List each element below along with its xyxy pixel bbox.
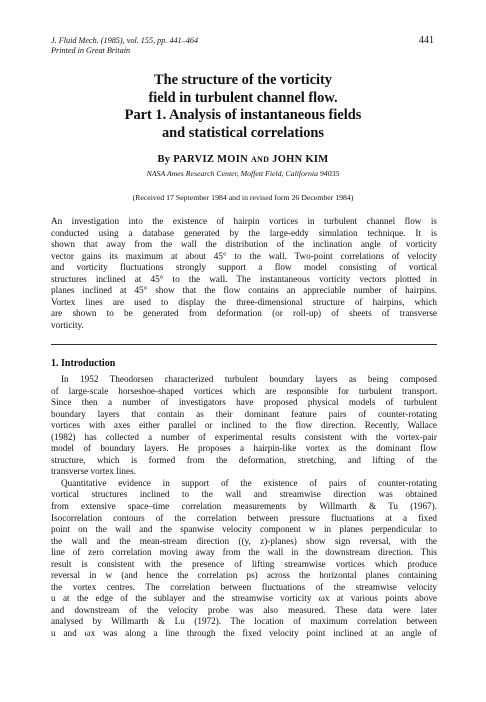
body-line: analysed by Willmarth & Lu (1972). The location of maximum correlation between (51, 616, 437, 627)
body-line: point on the wall and the spanwise velocity component w in planes perpendicular to (51, 524, 437, 535)
abstract-line: and vorticity fluctuations strongly support a flow model consisting of vortical (51, 262, 437, 272)
body-line: vortices with axes either parallel or inclined to the flow direction. Recently, Wallace (51, 420, 437, 431)
abstract-line: conducted using a database generated by the large-eddy simulation technique. It is (51, 227, 437, 238)
body-line: boundary layers that contain as their dominant feature pairs of counter-rotating (51, 408, 437, 419)
title-line: Part 1. Analysis of instantaneous fields (124, 107, 362, 124)
body-line: the vortex centres. The correlation between fluctuations of the streamwise velocity (51, 581, 437, 592)
received-dates: (Received 17 September 1984 and in revised form 26 December 1984) (132, 193, 354, 202)
abstract-line: shown that away from the wall the distribution of the inclination angle of vorticity (51, 239, 437, 249)
body-line: the wall and the mean-stream direction ((y, z)-planes) show sign reversal, with the (51, 535, 437, 546)
body-line: structure, which is formed from the deformation, stretching, and lifting of the (51, 454, 437, 465)
journal-citation: J. Fluid Mech. (1985), vol. 155, pp. 441–464 (51, 36, 199, 45)
abstract-line: planes inclined at 45° show that the flow contains an appreciable number of hairpins. (51, 285, 437, 295)
author-name: PARVIZ MOIN (173, 154, 249, 165)
abstract-line: vorticity. (51, 319, 84, 330)
paper-title (60, 72, 426, 142)
page-number: 441 (419, 35, 434, 46)
abstract-line: structures inclined at 45° to the wall. The instantaneous vorticity vectors plotted in (51, 273, 437, 284)
body-line: from extensive space–time correlation measurements by Willmarth & Tu (1967). (51, 501, 437, 512)
body-line: line of zero correlation moving away from the wall in the downstream direction. This (51, 547, 437, 558)
body-line: vortical structures inclined to the wall and streamwise direction was obtained (51, 489, 437, 500)
body-line: Isocorrelation contours of the correlation between pressure fluctuations at a fixed (51, 512, 437, 523)
body-line: In 1952 Theodorsen characterized turbulent boundary layers as being composed (61, 374, 437, 384)
author-line (60, 154, 426, 165)
running-header (51, 36, 198, 56)
author-and: AND (250, 155, 270, 164)
abstract (51, 216, 437, 331)
body-line: of large-scale horseshoe-shaped vortices which are responsible for turbulent transport. (51, 385, 437, 396)
body-line: transverse vortex lines. (51, 466, 136, 477)
abstract-line: vector gains its maximum at about 45° to the wall. Two-point correlations of velocity (51, 250, 437, 261)
section-divider (51, 344, 437, 345)
printed-note: Printed in Great Britain (51, 46, 131, 55)
body-line: u at the edge of the sublayer and the streamwise vorticity ωx at various points above (51, 593, 437, 604)
body-line: u and ωx was along a line through the fixed velocity point inclined at an angle of (51, 628, 437, 639)
abstract-line: Vortex lines are used to display the three-dimensional structure of hairpins, which (51, 296, 437, 307)
body-line: reversal in w (and hence the correlation ps) across the horizontal planes containing (51, 570, 437, 581)
author-by: By (157, 154, 171, 165)
body-line: (1982) has collected a number of experimental results consistent with the vortex-pair (51, 431, 437, 442)
body-line: model of boundary layers. He proposes a hairpin-like vortex as the dominant flow (51, 443, 437, 454)
title-line: field in turbulent channel flow. (148, 89, 338, 106)
abstract-line: An investigation into the existence of hairpin vortices in turbulent channel flow is (51, 216, 437, 226)
title-line: and statistical correlations (161, 124, 324, 141)
section-heading: 1. Introduction (51, 358, 116, 369)
abstract-line: are shown to be generated from deformation (or roll-up) of sheets of transverse (51, 308, 437, 318)
body-text (51, 374, 437, 640)
body-line: Since then a number of investigators have proposed physical models of turbulent (51, 397, 437, 408)
title-line: The structure of the vorticity (154, 72, 332, 88)
affiliation: NASA Ames Research Center, Moffett Field, California 94035 (146, 169, 340, 178)
author-name: JOHN KIM (272, 154, 329, 165)
body-line: result is consistent with the presence of lifting streamwise vortices which produce (51, 558, 437, 569)
body-line: Quantitative evidence in support of the existence of pairs of counter-rotating (61, 477, 437, 488)
body-line: and downstream of the velocity probe was also measured. These data were later (51, 604, 437, 615)
